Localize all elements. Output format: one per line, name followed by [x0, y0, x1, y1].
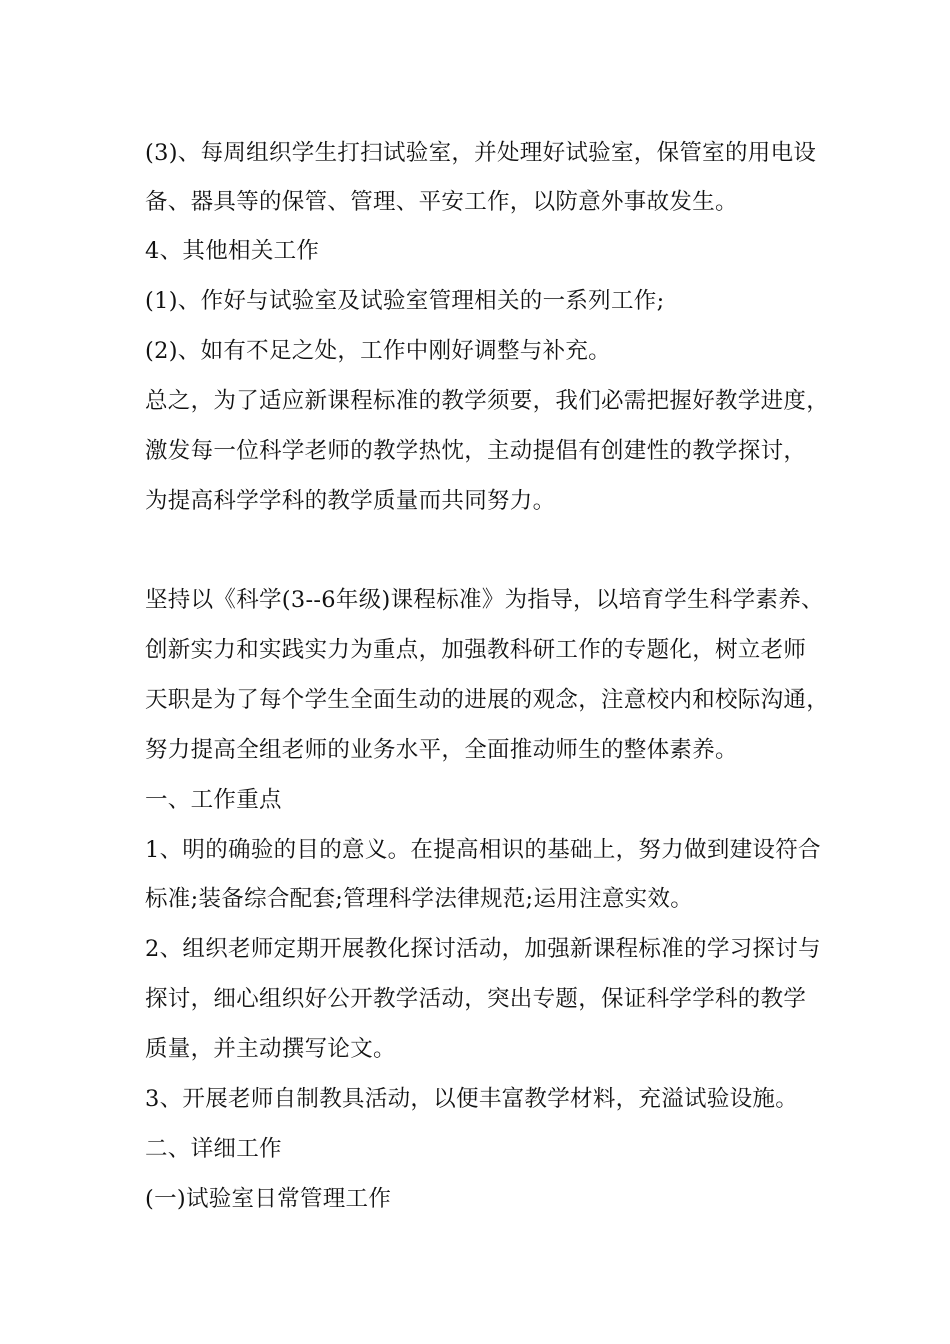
text-line-item-3-daily-cleaning: (3)、每周组织学生打扫试验室，并处理好试验室，保管室的用电设: [145, 140, 817, 166]
text-line-item-1-lab-work: (1)、作好与试验室及试验室管理相关的一系列工作;: [145, 288, 665, 314]
text-line-intro-4: 努力提高全组老师的业务水平，全面推动师生的整体素养。: [145, 737, 738, 763]
text-line-focus-2a: 2、组织老师定期开展教化探讨活动，加强新课程标准的学习探讨与: [145, 936, 821, 962]
text-line-intro-3: 天职是为了每个学生全面生动的进展的观念，注意校内和校际沟通，: [145, 687, 830, 713]
text-line-focus-1a: 1、明的确验的目的意义。在提高相识的基础上，努力做到建设符合: [145, 837, 821, 863]
text-line-summary-2: 激发每一位科学老师的教学热忱，主动提倡有创建性的教学探讨，: [145, 438, 807, 464]
section-heading-work-focus: 一、工作重点: [145, 787, 282, 813]
text-line-item-2-adjust: (2)、如有不足之处，工作中刚好调整与补充。: [145, 338, 611, 364]
section-heading-detailed-work: 二、详细工作: [145, 1136, 282, 1162]
text-line-focus-1b: 标准;装备综合配套;管理科学法律规范;运用注意实效。: [145, 886, 694, 912]
subsection-heading-daily-management: (一)试验室日常管理工作: [145, 1186, 392, 1212]
text-line-focus-2b: 探讨，细心组织好公开教学活动，突出专题，保证科学学科的教学: [145, 986, 807, 1012]
text-line-focus-2c: 质量，并主动撰写论文。: [145, 1036, 396, 1062]
section-heading-other-work: 4、其他相关工作: [145, 238, 320, 264]
text-line-intro-2: 创新实力和实践实力为重点，加强教科研工作的专题化，树立老师: [145, 637, 807, 663]
text-line-item-3-continued: 备、器具等的保管、管理、平安工作，以防意外事故发生。: [145, 189, 738, 215]
text-line-summary-1: 总之，为了适应新课程标准的教学须要，我们必需把握好教学进度，: [145, 388, 830, 414]
text-line-summary-3: 为提高科学学科的教学质量而共同努力。: [145, 488, 556, 514]
text-line-focus-3: 3、开展老师自制教具活动，以便丰富教学材料，充溢试验设施。: [145, 1086, 799, 1112]
text-line-intro-1: 坚持以《科学(3--6年级)课程标准》为指导，以培育学生科学素养、: [145, 587, 824, 613]
